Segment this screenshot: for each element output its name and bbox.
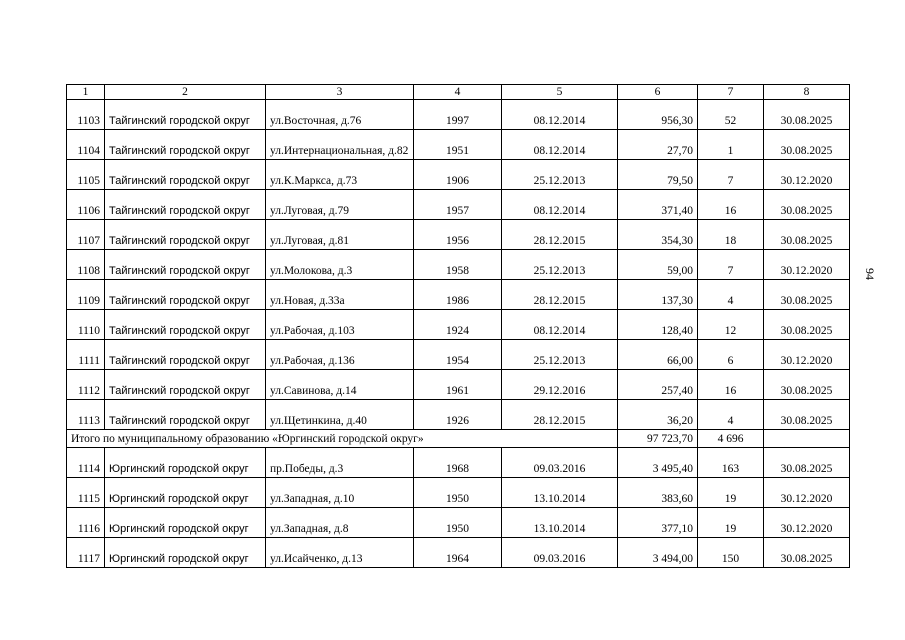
row-number: 1110: [67, 310, 105, 340]
row-number: 1117: [67, 538, 105, 568]
row-number: 1115: [67, 478, 105, 508]
row-number: 1108: [67, 250, 105, 280]
resettlement-deadline: 30.08.2025: [764, 100, 850, 130]
table-row: [67, 508, 850, 538]
resettlement-deadline: 30.08.2025: [764, 538, 850, 568]
row-number: 1104: [67, 130, 105, 160]
subtotal-label: Итого по муниципальному образованию «Юргинский городской округ»: [67, 430, 618, 448]
resettlement-deadline: 30.08.2025: [764, 310, 850, 340]
row-number: 1112: [67, 370, 105, 400]
living-area: 59,00: [618, 250, 698, 280]
house-address: ул.Молокова, д.3: [266, 250, 414, 280]
recognition-date: 29.12.2016: [502, 370, 618, 400]
row-number: 1113: [67, 400, 105, 430]
residents-count: 4: [698, 280, 764, 310]
house-address: ул.Луговая, д.79: [266, 190, 414, 220]
construction-year: 1956: [414, 220, 502, 250]
recognition-date: 09.03.2016: [502, 538, 618, 568]
table-row: [67, 130, 850, 160]
house-address: ул.Западная, д.8: [266, 508, 414, 538]
resettlement-deadline: 30.12.2020: [764, 508, 850, 538]
column-number: 6: [618, 85, 698, 100]
construction-year: 1997: [414, 100, 502, 130]
residents-count: 19: [698, 478, 764, 508]
resettlement-deadline: 30.08.2025: [764, 400, 850, 430]
living-area: 257,40: [618, 370, 698, 400]
column-number: 1: [67, 85, 105, 100]
house-address: ул.Луговая, д.81: [266, 220, 414, 250]
residents-count: 12: [698, 310, 764, 340]
subtotal-area: 97 723,70: [618, 430, 698, 448]
column-number: 5: [502, 85, 618, 100]
house-address: ул.Западная, д.10: [266, 478, 414, 508]
table-row: [67, 478, 850, 508]
living-area: 137,30: [618, 280, 698, 310]
municipality-name: Тайгинский городской округ: [105, 400, 266, 430]
table-row: [67, 190, 850, 220]
living-area: 3 495,40: [618, 448, 698, 478]
column-number: 7: [698, 85, 764, 100]
table-row: [67, 280, 850, 310]
recognition-date: 25.12.2013: [502, 160, 618, 190]
column-number: 4: [414, 85, 502, 100]
living-area: 383,60: [618, 478, 698, 508]
recognition-date: 13.10.2014: [502, 478, 618, 508]
recognition-date: 08.12.2014: [502, 130, 618, 160]
house-address: ул.К.Маркса, д.73: [266, 160, 414, 190]
resettlement-deadline: 30.08.2025: [764, 280, 850, 310]
residents-count: 7: [698, 160, 764, 190]
table-row: [67, 370, 850, 400]
table-row: [67, 100, 850, 130]
living-area: 128,40: [618, 310, 698, 340]
table-row: [67, 448, 850, 478]
living-area: 371,40: [618, 190, 698, 220]
subtotal-empty-cell: [764, 430, 850, 448]
municipality-name: Тайгинский городской округ: [105, 280, 266, 310]
living-area: 79,50: [618, 160, 698, 190]
municipality-name: Тайгинский городской округ: [105, 370, 266, 400]
recognition-date: 28.12.2015: [502, 400, 618, 430]
house-address: ул.Интернациональная, д.82: [266, 130, 414, 160]
house-address: ул.Рабочая, д.136: [266, 340, 414, 370]
residents-count: 19: [698, 508, 764, 538]
row-number: 1109: [67, 280, 105, 310]
municipality-name: Тайгинский городской округ: [105, 220, 266, 250]
residents-count: 4: [698, 400, 764, 430]
living-area: 354,30: [618, 220, 698, 250]
construction-year: 1906: [414, 160, 502, 190]
construction-year: 1950: [414, 508, 502, 538]
resettlement-deadline: 30.12.2020: [764, 250, 850, 280]
construction-year: 1957: [414, 190, 502, 220]
row-number: 1111: [67, 340, 105, 370]
construction-year: 1950: [414, 478, 502, 508]
construction-year: 1968: [414, 448, 502, 478]
residents-count: 18: [698, 220, 764, 250]
construction-year: 1954: [414, 340, 502, 370]
municipality-name: Юргинский городской округ: [105, 508, 266, 538]
resettlement-deadline: 30.08.2025: [764, 370, 850, 400]
construction-year: 1958: [414, 250, 502, 280]
subtotal-residents: 4 696: [698, 430, 764, 448]
municipality-name: Тайгинский городской округ: [105, 160, 266, 190]
recognition-date: 08.12.2014: [502, 100, 618, 130]
living-area: 27,70: [618, 130, 698, 160]
municipality-name: Юргинский городской округ: [105, 478, 266, 508]
table-row: [67, 250, 850, 280]
house-address: ул.Савинова, д.14: [266, 370, 414, 400]
subtotal-row: [67, 430, 850, 448]
municipality-name: Юргинский городской округ: [105, 538, 266, 568]
municipality-name: Тайгинский городской округ: [105, 190, 266, 220]
house-address: ул.Рабочая, д.103: [266, 310, 414, 340]
construction-year: 1924: [414, 310, 502, 340]
row-number: 1106: [67, 190, 105, 220]
table-row: [67, 340, 850, 370]
resettlement-deadline: 30.08.2025: [764, 130, 850, 160]
recognition-date: 13.10.2014: [502, 508, 618, 538]
municipality-name: Тайгинский городской округ: [105, 130, 266, 160]
residents-count: 6: [698, 340, 764, 370]
row-number: 1107: [67, 220, 105, 250]
living-area: 956,30: [618, 100, 698, 130]
municipality-name: Юргинский городской округ: [105, 448, 266, 478]
recognition-date: 08.12.2014: [502, 310, 618, 340]
construction-year: 1961: [414, 370, 502, 400]
row-number: 1103: [67, 100, 105, 130]
recognition-date: 28.12.2015: [502, 280, 618, 310]
house-address: пр.Победы, д.3: [266, 448, 414, 478]
row-number: 1114: [67, 448, 105, 478]
living-area: 3 494,00: [618, 538, 698, 568]
construction-year: 1951: [414, 130, 502, 160]
living-area: 36,20: [618, 400, 698, 430]
municipality-name: Тайгинский городской округ: [105, 310, 266, 340]
page-number: 94: [863, 268, 877, 280]
column-number: 2: [105, 85, 266, 100]
municipality-name: Тайгинский городской округ: [105, 340, 266, 370]
living-area: 377,10: [618, 508, 698, 538]
house-address: ул.Исайченко, д.13: [266, 538, 414, 568]
table-row: [67, 220, 850, 250]
resettlement-deadline: 30.08.2025: [764, 190, 850, 220]
construction-year: 1964: [414, 538, 502, 568]
column-number-header-row: [67, 85, 850, 100]
recognition-date: 25.12.2013: [502, 340, 618, 370]
municipality-name: Тайгинский городской округ: [105, 250, 266, 280]
house-address: ул.Щетинкина, д.40: [266, 400, 414, 430]
table-row: [67, 310, 850, 340]
table-row: [67, 160, 850, 190]
row-number: 1116: [67, 508, 105, 538]
living-area: 66,00: [618, 340, 698, 370]
resettlement-deadline: 30.08.2025: [764, 448, 850, 478]
resettlement-deadline: 30.12.2020: [764, 340, 850, 370]
resettlement-deadline: 30.12.2020: [764, 160, 850, 190]
column-number: 8: [764, 85, 850, 100]
residents-count: 16: [698, 190, 764, 220]
house-address: ул.Восточная, д.76: [266, 100, 414, 130]
residents-count: 7: [698, 250, 764, 280]
resettlement-deadline: 30.12.2020: [764, 478, 850, 508]
row-number: 1105: [67, 160, 105, 190]
residents-count: 1: [698, 130, 764, 160]
column-number: 3: [266, 85, 414, 100]
housing-registry-table: [66, 84, 850, 568]
residents-count: 16: [698, 370, 764, 400]
house-address: ул.Новая, д.33а: [266, 280, 414, 310]
resettlement-deadline: 30.08.2025: [764, 220, 850, 250]
construction-year: 1986: [414, 280, 502, 310]
residents-count: 52: [698, 100, 764, 130]
recognition-date: 09.03.2016: [502, 448, 618, 478]
residents-count: 163: [698, 448, 764, 478]
table-row: [67, 538, 850, 568]
construction-year: 1926: [414, 400, 502, 430]
municipality-name: Тайгинский городской округ: [105, 100, 266, 130]
recognition-date: 08.12.2014: [502, 190, 618, 220]
recognition-date: 25.12.2013: [502, 250, 618, 280]
residents-count: 150: [698, 538, 764, 568]
table-row: [67, 400, 850, 430]
recognition-date: 28.12.2015: [502, 220, 618, 250]
